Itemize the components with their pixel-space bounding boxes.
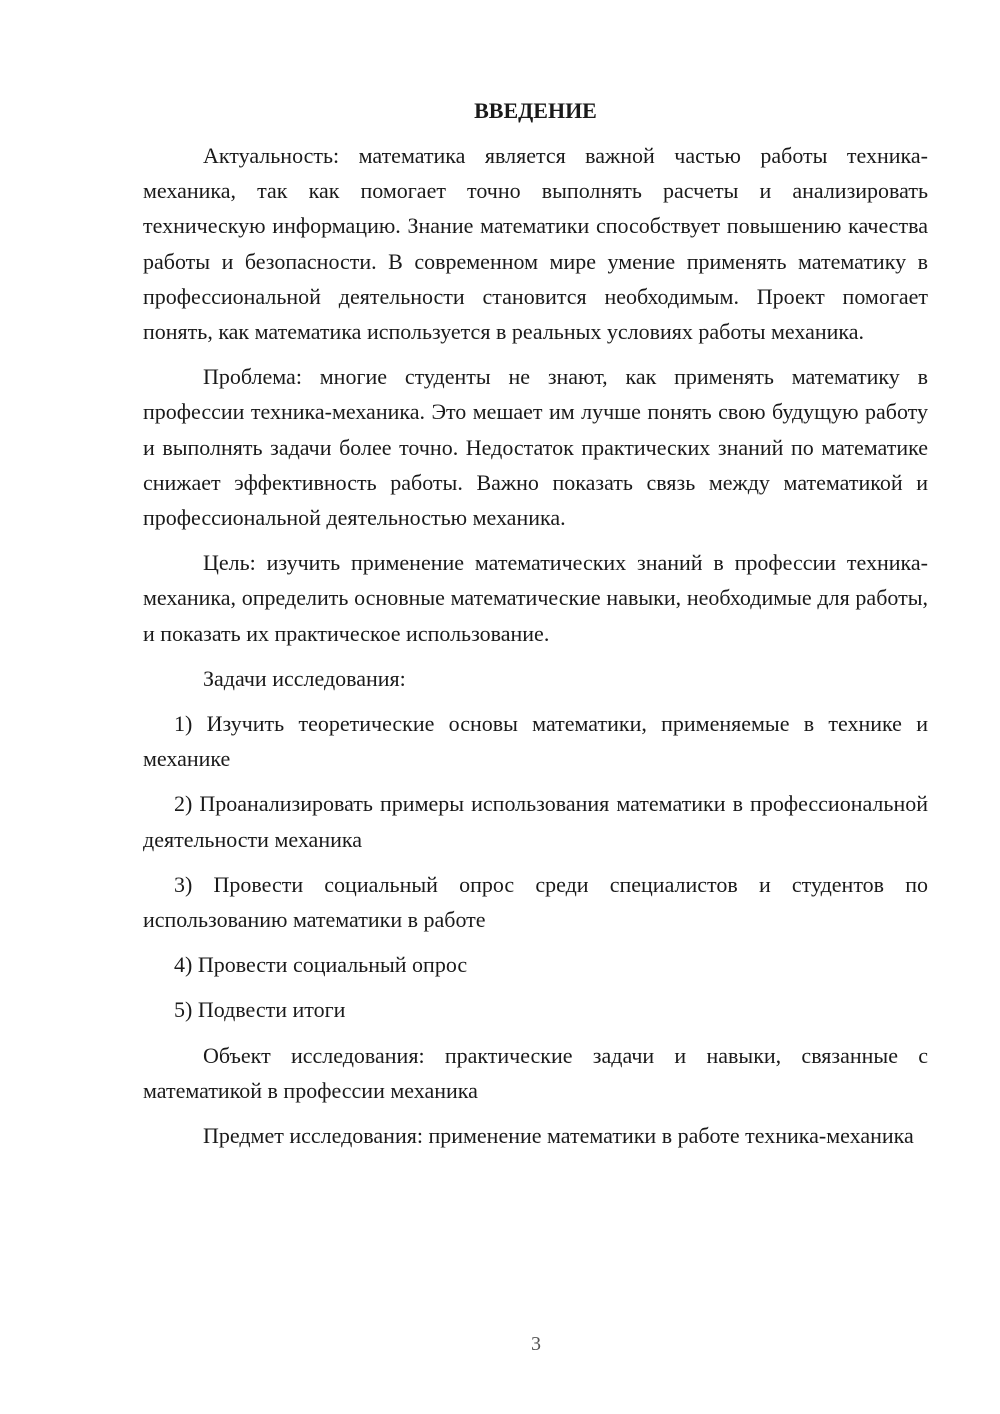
- task-item-2: 2) Проанализировать примеры использования математики в профессиональной деятельности механика: [143, 791, 928, 852]
- section-title: ВВЕДЕНИЕ: [474, 98, 597, 123]
- research-subject-paragraph: Предмет исследования: применение математики в работе техника-механика: [203, 1123, 914, 1149]
- task-item-3: 3) Провести социальный опрос среди специалистов и студентов по использованию математики в работе: [143, 871, 928, 933]
- task-item-5: 5) Подвести итоги: [174, 997, 346, 1023]
- task-item-4: 4) Провести социальный опрос: [174, 952, 468, 978]
- problem-paragraph: Проблема: многие студенты не знают, как применять математику в профессии техника-механика. Это мешает им лучше понять свою будущую работу и выполнять задачи более точно. Недостаток практических знаний по математике снижает эффективность работы. Важно показать связь между математикой и профессиональной деятельностью механика.: [143, 364, 928, 531]
- research-object-paragraph: Объект исследования: практические задачи и навыки, связанные с математикой в профессии механика: [143, 1042, 928, 1103]
- page-number: 3: [531, 1333, 541, 1355]
- task-item-1: 1) Изучить теоретические основы математики, применяемые в технике и механике: [143, 711, 928, 772]
- goal-paragraph: Цель: изучить применение математических знаний в профессии техника-механика, определить основные математические навыки, необходимые для работы, и показать их практическое использование.: [143, 550, 928, 646]
- relevance-paragraph: Актуальность: математика является важной частью работы техника-механика, так как помогает точно выполнять расчеты и анализировать техническую информацию. Знание математики способствует повышению качества работы и безопасности. В современном мире умение применять математику в профессиональной деятельности становится необходимым. Проект помогает понять, как математика используется в реальных условиях работы механика.: [143, 143, 928, 345]
- tasks-heading: Задачи исследования:: [203, 665, 406, 691]
- page-content: [143, 96, 928, 1163]
